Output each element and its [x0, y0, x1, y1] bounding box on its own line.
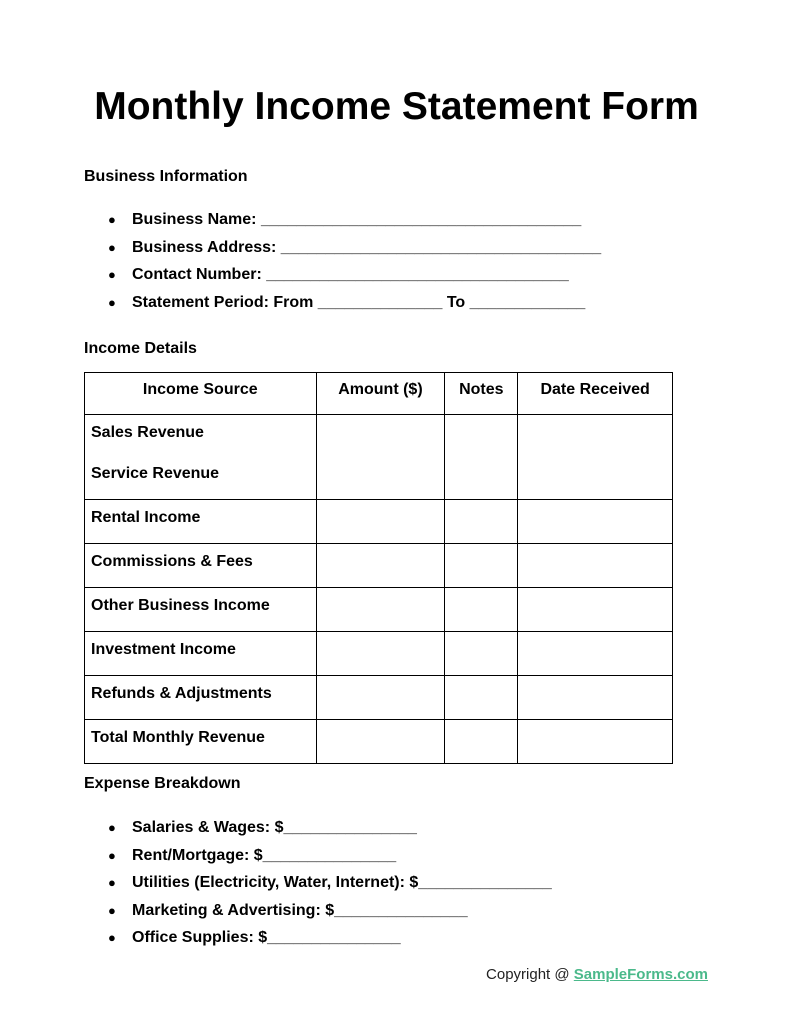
income-source-cell: Other Business Income	[85, 588, 317, 632]
salaries-wages-label: Salaries & Wages: $_______________	[132, 819, 417, 836]
date-received-cell[interactable]	[518, 588, 673, 632]
table-row	[85, 588, 673, 632]
income-source-cell: Total Monthly Revenue	[85, 720, 317, 764]
contact-number-label: Contact Number: __________________________________	[132, 266, 569, 283]
table-row	[85, 415, 673, 500]
bullet-icon: ●	[108, 239, 116, 255]
statement-period-field[interactable]	[108, 293, 601, 321]
table-row	[85, 676, 673, 720]
table-row	[85, 500, 673, 544]
bullet-icon: ●	[108, 294, 116, 310]
column-header-amount: Amount ($)	[316, 373, 445, 415]
income-source-cell: Investment Income	[85, 632, 317, 676]
amount-cell[interactable]	[316, 588, 445, 632]
notes-cell[interactable]	[445, 632, 518, 676]
date-received-cell[interactable]	[518, 500, 673, 544]
notes-cell[interactable]	[445, 415, 518, 500]
income-table	[84, 372, 673, 764]
amount-cell[interactable]	[316, 415, 445, 500]
column-header-date-received: Date Received	[518, 373, 673, 415]
utilities-field[interactable]	[108, 873, 552, 901]
business-information-list	[108, 210, 601, 320]
sampleforms-link[interactable]: SampleForms.com	[573, 966, 708, 983]
income-source-cell: Commissions & Fees	[85, 544, 317, 588]
table-row	[85, 544, 673, 588]
table-header-row	[85, 373, 673, 415]
notes-cell[interactable]	[445, 676, 518, 720]
marketing-advertising-label: Marketing & Advertising: $_______________	[132, 901, 468, 919]
copyright-text: Copyright @	[486, 966, 574, 983]
date-received-cell[interactable]	[518, 676, 673, 720]
marketing-advertising-field[interactable]	[108, 901, 552, 929]
income-source-cell: Refunds & Adjustments	[85, 676, 317, 720]
utilities-label: Utilities (Electricity, Water, Internet): $_______________	[132, 874, 552, 891]
statement-period-label: Statement Period: From ______________ To _____________	[132, 293, 586, 311]
business-address-field[interactable]	[108, 238, 601, 266]
notes-cell[interactable]	[445, 588, 518, 632]
date-received-cell[interactable]	[518, 720, 673, 764]
office-supplies-field[interactable]	[108, 928, 552, 956]
office-supplies-label: Office Supplies: $_______________	[132, 929, 401, 946]
expense-breakdown-heading: Expense Breakdown	[84, 775, 241, 792]
contact-number-field[interactable]	[108, 265, 601, 293]
income-source-label: Service Revenue	[91, 465, 220, 482]
income-source-cell: Rental Income	[85, 500, 317, 544]
copyright-footer	[486, 965, 708, 985]
column-header-notes: Notes	[445, 373, 518, 415]
business-information-heading: Business Information	[84, 168, 248, 185]
bullet-icon: ●	[108, 875, 116, 890]
bullet-icon: ●	[108, 930, 116, 945]
notes-cell[interactable]	[445, 500, 518, 544]
table-row	[85, 720, 673, 764]
salaries-wages-field[interactable]	[108, 818, 552, 846]
rent-mortgage-field[interactable]	[108, 846, 552, 874]
date-received-cell[interactable]	[518, 632, 673, 676]
table-row	[85, 632, 673, 676]
income-source-cell	[85, 415, 317, 500]
business-address-label: Business Address: ____________________________________	[132, 238, 602, 256]
income-source-label: Sales Revenue	[91, 424, 204, 441]
amount-cell[interactable]	[316, 500, 445, 544]
bullet-icon: ●	[108, 212, 116, 227]
bullet-icon: ●	[108, 902, 116, 918]
notes-cell[interactable]	[445, 544, 518, 588]
business-name-label: Business Name: ____________________________________	[132, 211, 582, 228]
income-details-heading: Income Details	[84, 340, 197, 357]
date-received-cell[interactable]	[518, 544, 673, 588]
amount-cell[interactable]	[316, 544, 445, 588]
bullet-icon: ●	[108, 267, 116, 282]
bullet-icon: ●	[108, 847, 116, 863]
amount-cell[interactable]	[316, 632, 445, 676]
column-header-income-source: Income Source	[85, 373, 317, 415]
expense-breakdown-list	[108, 818, 552, 956]
page-title: Monthly Income Statement Form	[94, 85, 699, 128]
date-received-cell[interactable]	[518, 415, 673, 500]
amount-cell[interactable]	[316, 720, 445, 764]
rent-mortgage-label: Rent/Mortgage: $_______________	[132, 846, 397, 864]
amount-cell[interactable]	[316, 676, 445, 720]
business-name-field[interactable]	[108, 210, 601, 238]
bullet-icon: ●	[108, 820, 116, 835]
notes-cell[interactable]	[445, 720, 518, 764]
